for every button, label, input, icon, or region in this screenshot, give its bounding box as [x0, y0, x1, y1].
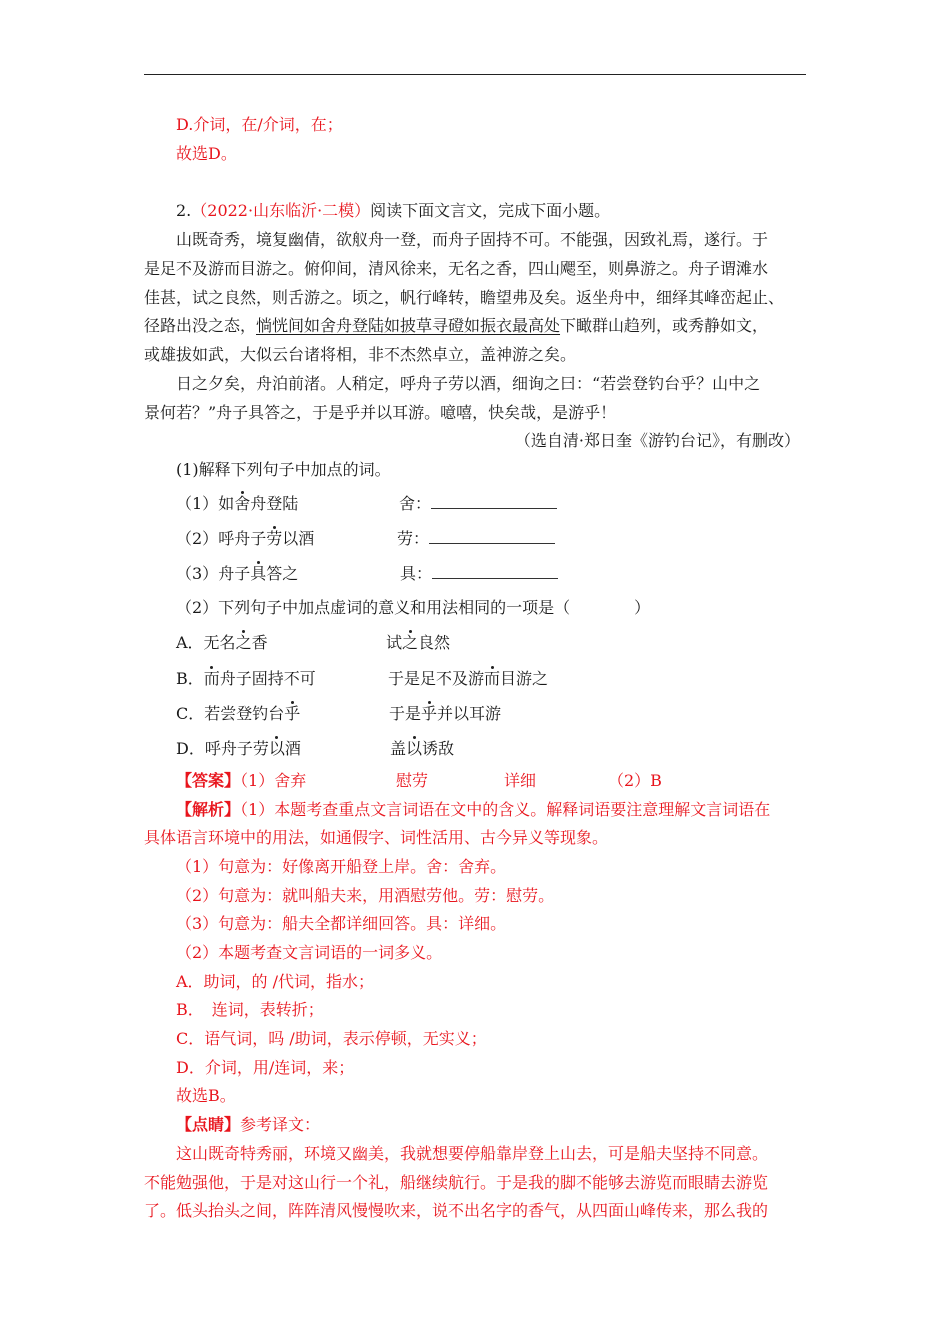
dotted-char: 之 — [235, 633, 252, 652]
analysis-line: （2）本题考查文言词语的一词多义。 — [176, 943, 443, 962]
passage-line: 佳甚，试之良然，则舌游之。顷之，帆行峰转，瞻望弗及矣。返坐舟中，细绎其峰峦起止、 — [144, 288, 785, 307]
answer-part: 慰劳 — [396, 771, 429, 790]
dotted-char: 而 — [203, 669, 220, 688]
question-number: 2. — [176, 201, 192, 220]
analysis-first-line: 【解析】（1）本题考查重点文言词语在文中的含义。解释词语要注意理解文言词语在 — [176, 800, 771, 819]
analysis-line: A．助词，的 /代词，指水； — [176, 972, 375, 991]
sub2-title: （2）下列句子中加点虚词的意义和用法相同的一项是（ ） — [176, 598, 651, 617]
option-right: 盖以诱敌 — [390, 739, 455, 758]
dianjing-heading: 【点睛】参考译文： — [176, 1115, 321, 1134]
question-prompt: 阅读下面文言文，完成下面小题。 — [370, 201, 611, 220]
passage-line4-end: 下瞰群山趋列，或秀静如文， — [560, 316, 769, 335]
dotted-char: 乎 — [284, 704, 301, 723]
passage-line — [144, 318, 768, 334]
analysis-line: 具体语言环境中的用法，如通假字、词性活用、古今异义等现象。 — [144, 828, 609, 847]
question-source: （2022·山东临沂·二模） — [191, 201, 371, 220]
analysis-line: 故选B。 — [176, 1086, 236, 1105]
dotted-char: 以 — [268, 739, 285, 758]
answer-blank[interactable] — [429, 531, 555, 544]
analysis-line: （2）句意为：就叫船夫来，用酒慰劳他。劳：慰劳。 — [176, 886, 555, 905]
option-left: B．而舟子固持不可 — [176, 669, 316, 688]
analysis-line: （3）句意为：船夫全都详细回答。具：详细。 — [176, 914, 507, 933]
answer-part: 详细 — [504, 771, 537, 790]
answer-blank[interactable] — [432, 566, 558, 579]
header-rule — [144, 74, 806, 75]
passage-citation: （选自清·郑日奎《游钓台记》，有删改） — [514, 431, 800, 450]
analysis-line: D．介词，用/连词，来； — [176, 1058, 355, 1077]
dotted-char: 以 — [406, 739, 423, 758]
translation-line: 了。低头抬头之间，阵阵清风慢慢吹来，说不出名字的香气，从四面山峰传来，那么我的 — [144, 1201, 769, 1220]
sub1-answer-slot: 具： — [400, 566, 558, 582]
option-right: 于是乎并以耳游 — [389, 704, 502, 723]
dotted-char: 乎 — [421, 704, 438, 723]
answer-choice-d: 故选D。 — [176, 144, 237, 163]
question-heading — [176, 203, 610, 219]
passage-line4-start: 径路出没之态， — [144, 316, 257, 335]
dotted-char: 之 — [402, 633, 419, 652]
translation-line: 不能勉强他，于是对这山行一个礼，船继续航行。于是我的脚不能够去游览而眼睛去游览 — [144, 1173, 769, 1192]
sub1-title: (1)解释下列句子中加点的词。 — [176, 460, 391, 479]
passage-line: 景何若？”舟子具答之，于是乎并以耳游。噫嘻，快矣哉，是游乎！ — [144, 403, 617, 422]
answer-part: （2）B — [608, 771, 662, 790]
sub1-item: （2）呼舟子劳以酒 — [176, 529, 315, 548]
answer-line: 【答案】（1）舍弃 — [176, 771, 307, 790]
answer-d-line: D.介词，在/介词，在； — [176, 115, 343, 134]
analysis-label: 【解析】 — [176, 800, 241, 819]
dotted-char: 具 — [250, 564, 267, 583]
option-left: C．若尝登钓台乎 — [176, 704, 301, 723]
dotted-char: 劳 — [266, 529, 283, 548]
option-right: 试之良然 — [386, 633, 451, 652]
passage-underlined-sentence: 惝恍间如舍舟登陆如披草寻磴如振衣最高处 — [256, 316, 561, 335]
passage-line: 山既奇秀，境复幽倩，欲舣舟一登，而舟子固持不可。不能强，因致礼焉，遂行。于 — [176, 230, 769, 249]
analysis-line: C．语气词，吗 /助词，表示停顿，无实义； — [176, 1029, 487, 1048]
sub1-item: （3）舟子具答之 — [176, 564, 299, 583]
passage-line: 或雄拔如武，大似云台诸将相，非不杰然卓立，盖神游之矣。 — [144, 345, 577, 364]
answer-label: 【答案】 — [176, 771, 241, 790]
passage-line: 日之夕矣，舟泊前渚。人稍定，呼舟子劳以酒，细询之曰：“若尝登钓台乎？山中之 — [176, 374, 761, 393]
analysis-line: B． 连词，表转折； — [176, 1000, 324, 1019]
answer-blank[interactable] — [431, 496, 557, 509]
translation-line: 这山既奇特秀丽，环境又幽美，我就想要停船靠岸登上山去，可是船夫坚持不同意。 — [176, 1144, 769, 1163]
passage-line: 是足不及游而目游之。俯仰间，清风徐来，无名之香，四山飔至，则鼻游之。舟子谓滩水 — [144, 259, 769, 278]
dianjing-label: 【点睛】 — [176, 1115, 241, 1134]
option-left: D．呼舟子劳以酒 — [176, 739, 301, 758]
option-right: 于是足不及游而目游之 — [388, 669, 549, 688]
dotted-char: 而 — [484, 669, 501, 688]
sub1-answer-slot: 舍： — [399, 496, 557, 512]
analysis-line: （1）句意为：好像离开船登上岸。舍：舍弃。 — [176, 857, 507, 876]
option-left: A．无名之香 — [176, 633, 268, 652]
sub1-item: （1）如舍舟登陆 — [176, 494, 299, 513]
sub1-answer-slot: 劳： — [397, 531, 555, 547]
dotted-char: 舍 — [234, 494, 251, 513]
